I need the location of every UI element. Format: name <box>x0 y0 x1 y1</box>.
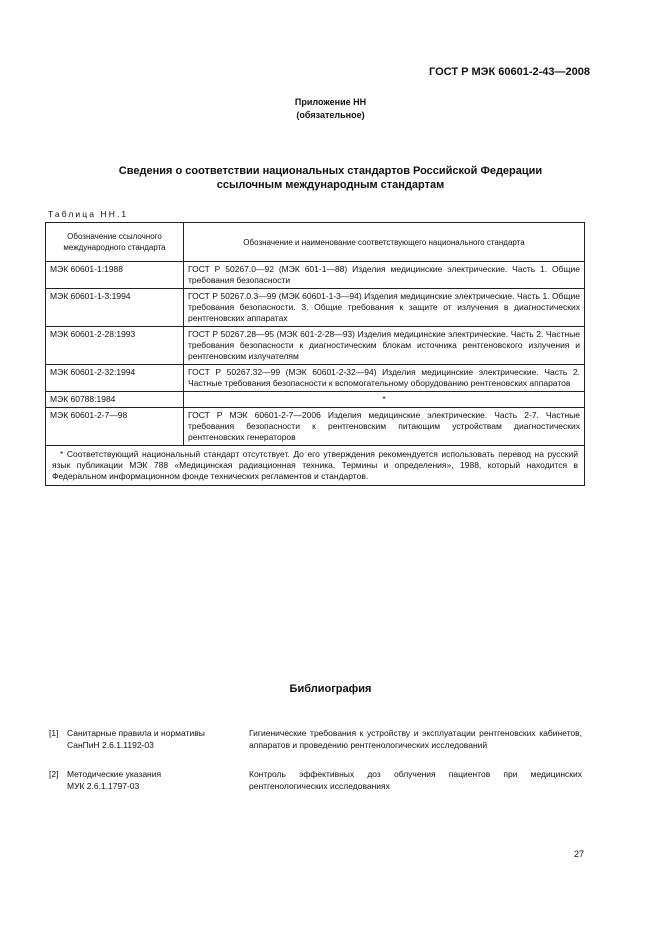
table-row <box>46 392 585 408</box>
header-national-standard: Обозначение и наименование соответствующего национального стандарта <box>184 223 585 262</box>
ref-standard-cell: МЭК 60601-1:1988 <box>46 262 184 289</box>
bibliography-item-number: [2] <box>49 769 59 779</box>
bibliography-item-title: Гигиенические требования к устройству и эксплуатации рентгеновских кабинетов, аппаратов и проведению рентгенологических исследований <box>249 728 582 750</box>
annex-title: Приложение НН <box>294 97 367 107</box>
bibliography-item-doc-type: Санитарные правила и нормативы <box>67 728 205 738</box>
table-row <box>46 262 585 289</box>
national-standard-cell: ГОСТ Р МЭК 60601-2-7—2006 Изделия медицинские электрические. Часть 2-7. Частные требования безопасности к рентгеновским питающим устройствам диагностических рентгеновских генераторов <box>184 408 585 446</box>
table-row <box>46 408 585 446</box>
ref-standard-cell: МЭК 60601-2-28:1993 <box>46 327 184 365</box>
ref-standard-cell: МЭК 60788:1984 <box>46 392 184 408</box>
ref-standard-cell: МЭК 60601-2-7—98 <box>46 408 184 446</box>
table-row <box>46 289 585 327</box>
bibliography-item-document <box>67 769 247 792</box>
bibliography-item-document <box>67 728 247 751</box>
section-heading-line-1: Сведения о соответствии национальных стандартов Российской Федерации <box>118 165 543 177</box>
national-standard-cell: ГОСТ Р 50267.32—99 (МЭК 60601-2-32—94) Изделия медицинские электрические. Часть 2. Частные требования безопасности к вспомогательному оборудованию рентгеновских аппаратов <box>184 365 585 392</box>
section-heading-line-2: ссылочным международным стандартам <box>216 179 445 191</box>
page-number: 27 <box>573 849 584 859</box>
national-standard-cell: ГОСТ Р 50267.28—95 (МЭК 601-2-28—93) Изделия медицинские электрические. Часть 2. Частные требования безопасности к диагностическим блокам источника рентгеновского излучения и рентгеновским излучателям <box>184 327 585 365</box>
bibliography-item-number: [1] <box>49 728 59 738</box>
national-standard-cell: * <box>184 392 585 408</box>
bibliography-item-doc-code: СанПиН 2.6.1.1192-03 <box>67 739 154 750</box>
running-head-standard-number: ГОСТ Р МЭК 60601-2-43—2008 <box>429 66 590 78</box>
bibliography-item-doc-code: МУК 2.6.1.1797-03 <box>67 780 140 791</box>
annex-status: (обязательное) <box>296 110 365 120</box>
table-header-row <box>46 223 585 262</box>
bibliography-item-title: Контроль эффективных доз облучения пациентов при медицинских рентгенологических исследованиях <box>249 769 582 791</box>
bibliography-item-doc-type: Методические указания <box>67 769 162 779</box>
table-footnote-row <box>46 446 585 486</box>
table-row <box>46 365 585 392</box>
bibliography-title: Библиография <box>289 683 372 695</box>
national-standard-cell: ГОСТ Р 50267.0.3—99 (МЭК 60601-1-3—94) Изделия медицинские электрические. Часть 1. Общие требования безопасности. 3. Общие требования к защите от излучения в диагностических рентгеновских аппаратах <box>184 289 585 327</box>
ref-standard-cell: МЭК 60601-2-32:1994 <box>46 365 184 392</box>
table-row <box>46 327 585 365</box>
table-footnote <box>46 446 585 486</box>
national-standard-cell: ГОСТ Р 50267.0—92 (МЭК 601-1—88) Изделия медицинские электрические. Часть 1. Общие требования безопасности <box>184 262 585 289</box>
table-caption: Таблица НН.1 <box>48 209 129 219</box>
correspondence-table <box>45 222 585 486</box>
ref-standard-cell: МЭК 60601-1-3:1994 <box>46 289 184 327</box>
table-footnote-text: * Соответствующий национальный стандарт отсутствует. До его утверждения рекомендуется использовать перевод на русский язык публикации МЭК 788 «Медицинская радиационная техника. Термины и определения», 1988, который находится в Федеральном информационном фонде технических регламентов и стандартов. <box>52 449 578 481</box>
header-ref-standard: Обозначение ссылочного международного стандарта <box>46 223 184 262</box>
